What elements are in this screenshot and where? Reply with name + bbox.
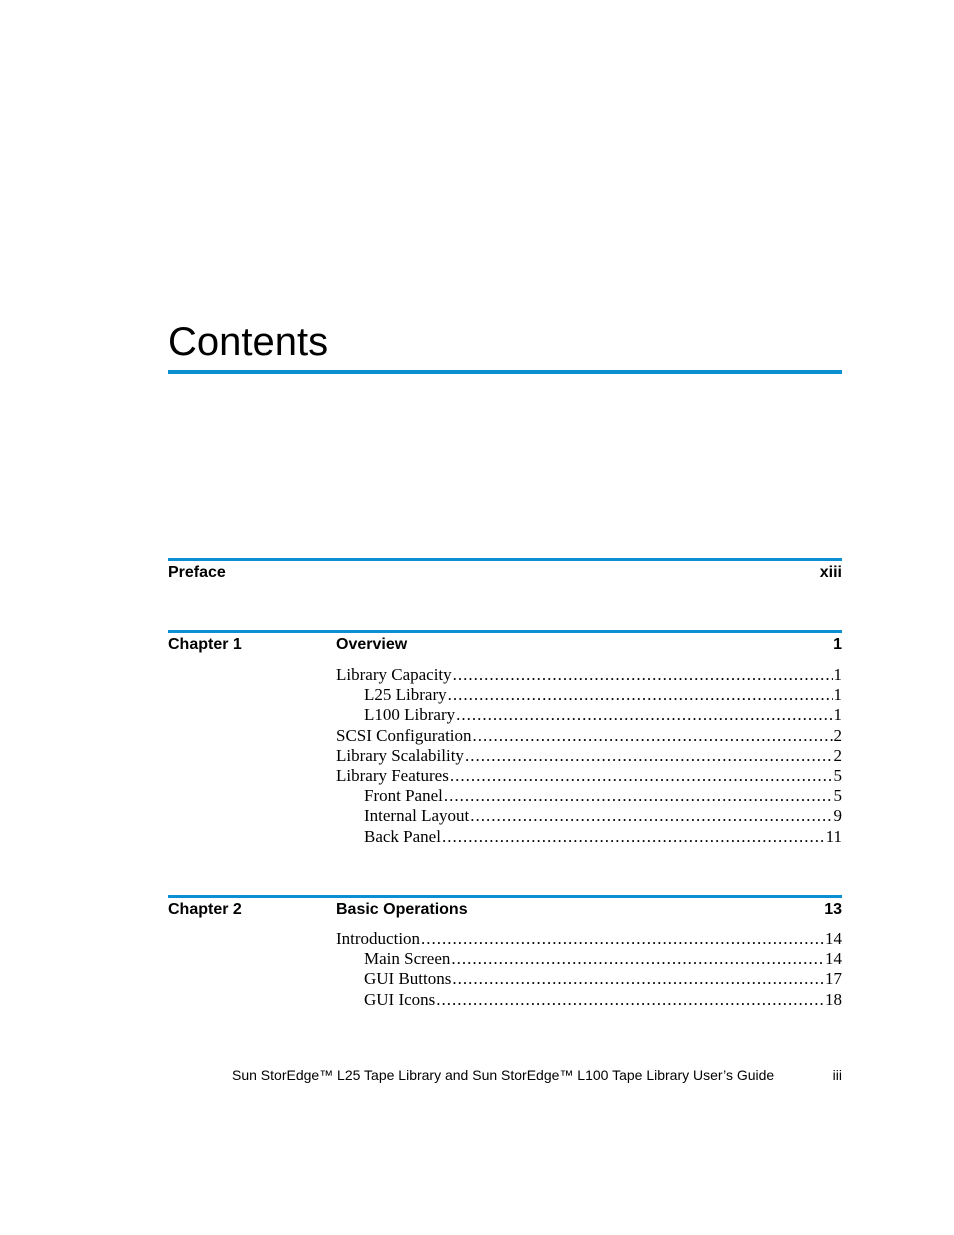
toc-entry-page: 5	[833, 786, 842, 806]
toc-entry-page: 18	[825, 989, 842, 1009]
dot-leader	[451, 949, 824, 969]
toc-entry-page: 1	[833, 665, 842, 684]
dot-leader	[473, 726, 833, 746]
toc-entry-library-capacity[interactable]	[336, 665, 842, 685]
dot-leader	[450, 766, 833, 786]
chapter-1-rule	[168, 630, 842, 633]
chapter-1-heading[interactable]	[168, 634, 842, 656]
toc-entry-text: L25 Library	[364, 685, 447, 705]
chapter-1-entries	[336, 665, 842, 847]
footer-title: Sun StorEdge™ L25 Tape Library and Sun StorEdge™ L100 Tape Library User’s Guide	[232, 1067, 775, 1083]
toc-entry-page: 2	[833, 725, 842, 745]
dot-leader	[465, 746, 833, 766]
chapter-1-page: 1	[833, 636, 842, 653]
page-footer	[168, 1066, 842, 1084]
chapter-2-rule	[168, 895, 842, 898]
page-title: Contents	[168, 320, 329, 364]
preface-rule	[168, 558, 842, 561]
toc-entry-page: 5	[833, 765, 842, 785]
toc-entry-l100-library[interactable]	[336, 705, 842, 725]
toc-entry-library-features[interactable]	[336, 766, 842, 786]
dot-leader	[442, 827, 825, 847]
toc-entry-page: 14	[825, 929, 842, 948]
toc-entry-scsi-configuration[interactable]	[336, 726, 842, 746]
preface-page: xiii	[819, 564, 842, 581]
toc-entry-introduction[interactable]	[336, 929, 842, 949]
toc-entry-gui-buttons[interactable]	[336, 969, 842, 989]
toc-entry-text: GUI Buttons	[364, 969, 452, 989]
preface-heading[interactable]	[168, 562, 842, 584]
dot-leader	[452, 969, 824, 989]
toc-entry-text: Internal Layout	[364, 806, 470, 826]
toc-entry-back-panel[interactable]	[336, 827, 842, 847]
toc-entry-gui-icons[interactable]	[336, 990, 842, 1010]
chapter-2-label: Chapter 2	[168, 901, 242, 918]
toc-entry-text: Back Panel	[364, 826, 441, 846]
dot-leader	[448, 685, 833, 705]
toc-entry-l25-library[interactable]	[336, 685, 842, 705]
toc-entry-library-scalability[interactable]	[336, 746, 842, 766]
toc-entry-text: L100 Library	[364, 705, 456, 725]
toc-entry-page: 17	[825, 969, 842, 989]
toc-entry-text: Introduction	[336, 929, 421, 948]
toc-entry-front-panel[interactable]	[336, 786, 842, 806]
chapter-1-title: Overview	[336, 636, 408, 653]
toc-entry-text: Library Capacity	[336, 665, 452, 684]
dot-leader	[444, 786, 833, 806]
dot-leader	[456, 705, 832, 725]
title-rule	[168, 370, 842, 374]
preface-label: Preface	[168, 564, 226, 581]
toc-entry-page: 9	[833, 806, 842, 826]
chapter-2-page: 13	[824, 901, 842, 918]
toc-entry-page: 2	[833, 745, 842, 765]
chapter-2-heading[interactable]	[168, 899, 842, 921]
dot-leader	[436, 990, 824, 1010]
toc-entry-text: SCSI Configuration	[336, 725, 472, 745]
toc-entry-text: Library Features	[336, 765, 449, 785]
toc-entry-page: 1	[833, 685, 842, 705]
toc-entry-page: 11	[825, 826, 842, 846]
toc-entry-text: Front Panel	[364, 786, 443, 806]
chapter-2-entries	[336, 929, 842, 1010]
toc-entry-text: GUI Icons	[364, 989, 436, 1009]
toc-entry-page: 1	[833, 705, 842, 725]
footer-page-number: iii	[832, 1067, 842, 1083]
chapter-1-label: Chapter 1	[168, 636, 242, 653]
dot-leader	[470, 806, 832, 826]
dot-leader	[421, 929, 824, 949]
toc-entry-text: Main Screen	[364, 949, 451, 969]
chapter-2-title: Basic Operations	[336, 901, 468, 918]
toc-entry-text: Library Scalability	[336, 745, 464, 765]
dot-leader	[453, 665, 833, 685]
toc-entry-main-screen[interactable]	[336, 949, 842, 969]
toc-entry-internal-layout[interactable]	[336, 806, 842, 826]
toc-entry-page: 14	[825, 949, 842, 969]
